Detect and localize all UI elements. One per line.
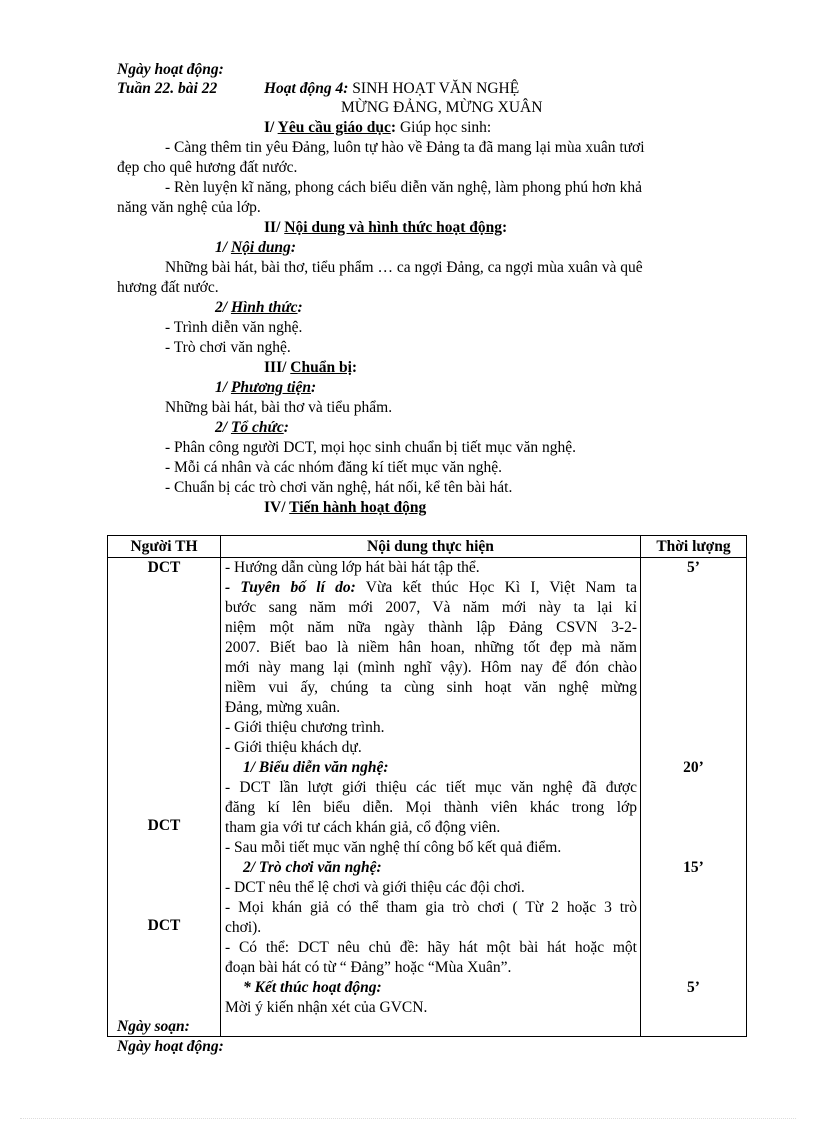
content-line-23: Mời ý kiến nhận xét của GVCN. xyxy=(225,999,428,1016)
nguoi-th-3: DCT xyxy=(147,917,181,934)
activity-title-line2: MỪNG ĐẢNG, MỪNG XUÂN xyxy=(341,99,543,116)
content-line-6: mới này mang lại (mình nghĩ vậy). Hôm nay để đón chào xyxy=(225,659,637,676)
content-line-3: bước sang năm mới 2007, Và năm mới này ta lại kỉ xyxy=(225,599,637,616)
section2-sub1-line1: Những bài hát, bài thơ, tiểu phẩm … ca ngợi Đảng, ca ngợi mùa xuân và quê xyxy=(165,259,643,276)
content-line-10: - Giới thiệu khách dự. xyxy=(225,739,362,756)
nguoi-th-cell xyxy=(108,558,221,1037)
thoi-luong-cell xyxy=(641,558,747,1037)
thoi-luong-1: 5’ xyxy=(687,559,700,576)
section3-sub2-line1: - Phân công người DCT, mọi học sinh chuẩn bị tiết mục văn nghệ. xyxy=(165,439,577,456)
ngay-hoat-dong-label: Ngày hoạt động: xyxy=(117,61,224,78)
section1-line1: - Càng thêm tin yêu Đảng, luôn tự hào về Đảng ta đã mang lại mùa xuân tươi xyxy=(165,139,645,156)
content-line-17: - DCT nêu thể lệ chơi và giới thiệu các đội chơi. xyxy=(225,879,525,896)
section3-sub2-line3: - Chuẩn bị các trò chơi văn nghệ, hát nối, kể tên bài hát. xyxy=(165,479,513,496)
table-header-row xyxy=(108,536,747,558)
page-bottom-divider xyxy=(20,1118,796,1119)
content-line-13: đăng kí lên biểu diễn. Mọi thành viên khác trong lớp xyxy=(225,799,637,816)
thoi-luong-3: 15’ xyxy=(683,859,704,876)
section1-heading: I/ Yêu cầu giáo dục: Giúp học sinh: xyxy=(264,119,492,136)
section4-heading: IV/ Tiến hành hoạt động xyxy=(264,499,427,516)
content-line-18: - Mọi khán giả có thể tham gia trò chơi ( Từ 2 hoặc 3 trò xyxy=(225,899,637,916)
content-line-20: - Có thể: DCT nêu chủ đề: hãy hát một bài hát hoặc một xyxy=(225,939,637,956)
content-line-14: tham gia với tư cách khán giả, cổ động viên. xyxy=(225,819,501,836)
section3-sub2-line2: - Mỗi cá nhân và các nhóm đăng kí tiết mục văn nghệ. xyxy=(165,459,503,476)
content-line-9: - Giới thiệu chương trình. xyxy=(225,719,385,736)
content-line-4: niệm một năm nữa ngày thành lập Đảng CSVN 3-2- xyxy=(225,619,637,636)
noi-dung-cell xyxy=(221,558,641,1037)
section2-sub1-line2: hương đất nước. xyxy=(117,279,219,296)
table-row xyxy=(108,558,747,1037)
nguoi-th-1: DCT xyxy=(147,559,181,576)
section1-line4: năng văn nghệ của lớp. xyxy=(117,199,261,216)
section2-sub1-heading: 1/ Nội dung: xyxy=(215,239,296,256)
section2-sub2-line1: - Trình diễn văn nghệ. xyxy=(165,319,303,336)
section3-sub2-heading: 2/ Tổ chức: xyxy=(215,419,289,436)
footer-ngay-hoat-dong: Ngày hoạt động: xyxy=(117,1038,224,1055)
section2-sub2-heading: 2/ Hình thức: xyxy=(215,299,303,316)
content-line-12: - DCT lần lượt giới thiệu các tiết mục văn nghệ đã được xyxy=(225,779,637,796)
footer-ngay-soan: Ngày soạn: xyxy=(117,1018,190,1035)
section3-sub1-heading: 1/ Phương tiện: xyxy=(215,379,317,396)
section3-heading: III/ Chuẩn bị: xyxy=(264,359,358,376)
section1-line3: - Rèn luyện kĩ năng, phong cách biểu diễn văn nghệ, làm phong phú hơn khả xyxy=(165,179,642,196)
header-thoi-luong: Thời lượng xyxy=(641,536,747,558)
week-lesson: Tuần 22. bài 22 xyxy=(117,80,218,97)
thoi-luong-4: 5’ xyxy=(687,979,700,996)
content-line-15: - Sau mỗi tiết mục văn nghệ thí công bố kết quả điểm. xyxy=(225,839,562,856)
section2-heading: II/ Nội dung và hình thức hoạt động: xyxy=(264,219,508,236)
content-line-21: đoạn bài hát có từ “ Đảng” hoặc “Mùa Xuân”. xyxy=(225,959,512,976)
content-line-8: Đảng, mừng xuân. xyxy=(225,699,341,716)
content-line-7: niềm vui ấy, chúng ta cùng sinh hoạt văn nghệ mừng xyxy=(225,679,637,696)
section3-sub1-line1: Những bài hát, bài thơ và tiểu phẩm. xyxy=(165,399,393,416)
content-line-5: 2007. Biết bao là niềm hân hoan, những tốt đẹp mà năm xyxy=(225,639,637,656)
content-line-19: chơi). xyxy=(225,919,262,936)
header-noi-dung: Nội dung thực hiện xyxy=(221,536,641,558)
thoi-luong-2: 20’ xyxy=(683,759,704,776)
activity-table xyxy=(107,535,747,1037)
activity-title-line1: Hoạt động 4: SINH HOẠT VĂN NGHỆ xyxy=(264,80,520,97)
content-line-1: - Hướng dẫn cùng lớp hát bài hát tập thể. xyxy=(225,559,480,576)
nguoi-th-2: DCT xyxy=(147,817,181,834)
content-line-2: - Tuyên bố lí do: Vừa kết thúc Học Kì I, Việt Nam ta xyxy=(225,579,637,596)
section2-sub2-line2: - Trò chơi văn nghệ. xyxy=(165,339,291,356)
content-subheading-ket-thuc: * Kết thúc hoạt động: xyxy=(243,979,382,996)
section1-line2: đẹp cho quê hương đất nước. xyxy=(117,159,298,176)
content-subheading-bieu-dien: 1/ Biểu diễn văn nghệ: xyxy=(243,759,389,776)
header-nguoi-th: Người TH xyxy=(108,536,221,558)
content-subheading-tro-choi: 2/ Trò chơi văn nghệ: xyxy=(243,859,382,876)
